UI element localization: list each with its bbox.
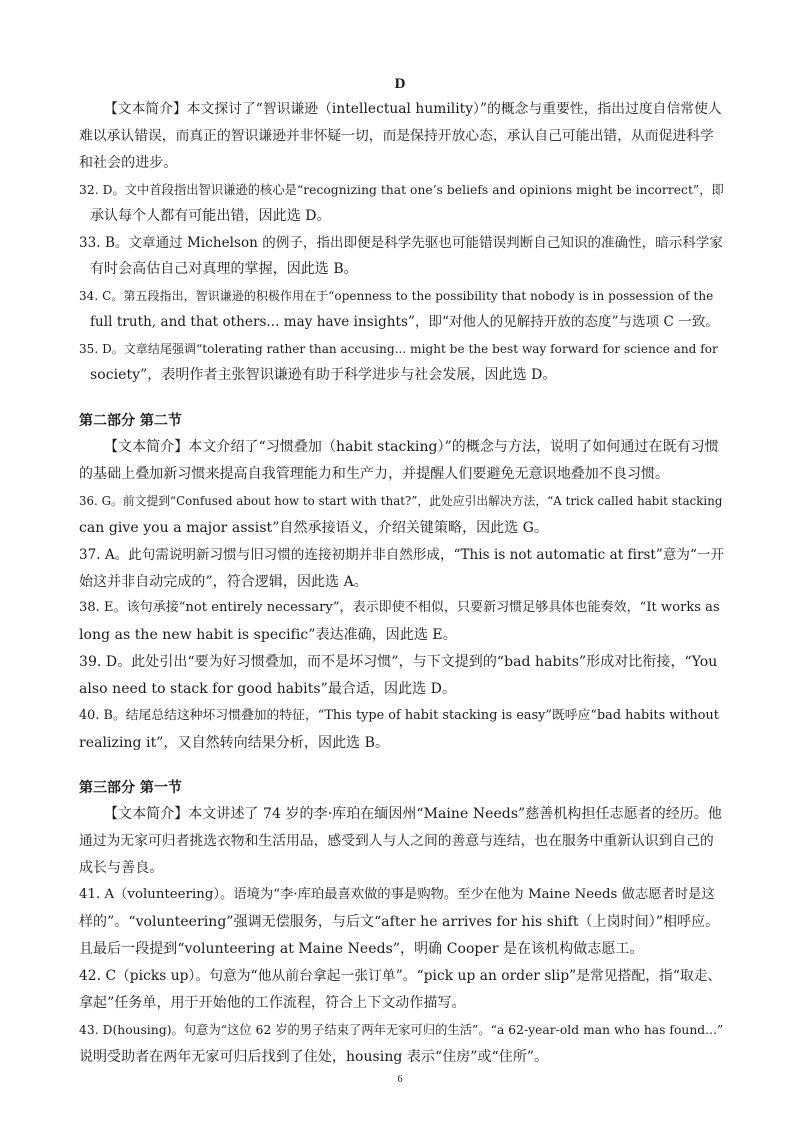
answer-42-line-1: 42. C（picks up）。句意为“他从前台拿起一张订单”。“pick up an order slip”是常见搭配，指“取走、: [79, 968, 722, 984]
section-letter-heading: D: [394, 76, 406, 92]
intro-part2-line-1: 【文本简介】本文介绍了“习惯叠加（habit stacking）”的概念与方法，说明了如何通过在既有习惯: [104, 439, 719, 455]
answer-43-line-2: 说明受助者在两年无家可归后找到了住处，housing 表示“住房”或“住所”。: [79, 1049, 549, 1065]
answer-39-line-2: also need to stack for good habits”最合适，因此选 D。: [79, 681, 457, 697]
answer-37-line-2: 始这并非自动完成的”，符合逻辑，因此选 A。: [79, 574, 368, 590]
answer-37-line-1: 37. A。此句需说明新习惯与旧习惯的连接初期并非自然形成，“This is not automatic at first”意为“一开: [79, 547, 724, 563]
part-2-section-2-heading: 第二部分 第二节: [79, 413, 182, 429]
answer-41-line-1: 41. A（volunteering）。语境为“李·库珀最喜欢做的事是购物。至少在他为 Maine Needs 做志愿者时是这: [79, 887, 715, 902]
answer-36-line-1: 36. G。前文提到“Confused about how to start with that?”，此处应引出解决方法，“A trick called habit stacking: [79, 494, 723, 508]
intro-d-line-3: 和社会的进步。: [79, 155, 178, 171]
intro-part2-line-2: 的基础上叠加新习惯来提高自我管理能力和生产力，并提醒人们要避免无意识地叠加不良习惯。: [79, 466, 670, 482]
answer-35-line-2: society”，表明作者主张智识谦逊有助于科学进步与社会发展，因此选 D。: [90, 367, 557, 383]
answer-39-line-1: 39. D。此处引出“要为好习惯叠加，而不是坏习惯”，与下文提到的“bad habits”形成对比衔接，“You: [79, 654, 718, 670]
answer-38-line-1: 38. E。该句承接“not entirely necessary”，表示即使不相似，只要新习惯足够具体也能奏效，“It works as: [79, 600, 720, 615]
intro-part3-line-3: 成长与善良。: [79, 860, 164, 876]
intro-part3-line-1: 【文本简介】本文讲述了 74 岁的李·库珀在缅因州“Maine Needs”慈善机构担任志愿者的经历。他: [104, 806, 722, 822]
answer-36-line-2: can give you a major assist”自然承接语义，介绍关键策略，因此选 G。: [79, 520, 549, 536]
answer-33-line-2: 有时会高估自己对真理的掌握，因此选 B。: [90, 261, 358, 277]
part-3-section-1-heading: 第三部分 第一节: [79, 780, 182, 796]
answer-43-line-1: 43. D(housing)。句意为“这位 62 岁的男子结束了两年无家可归的生活”。“a 62-year-old man who has found...”: [79, 1023, 724, 1037]
answer-41-line-2: 样的”。“volunteering”强调无偿服务，与后文“after he arrives for his shift（上岗时间）”相呼应。: [79, 914, 720, 930]
answer-33-line-1: 33. B。文章通过 Michelson 的例子，指出即便是科学先驱也可能错误判断自己知识的准确性，暗示科学家: [79, 235, 723, 251]
answer-40-line-2: realizing it”，又自然转向结果分析，因此选 B。: [79, 735, 390, 751]
answer-34-line-2: full truth, and that others... may have insights”，即“对他人的见解持开放的态度”与选项 C 一致。: [90, 314, 719, 330]
intro-d-line-2: 难以承认错误，而真正的智识谦逊并非怀疑一切，而是保持开放心态，承认自己可能出错，从而促进科学: [79, 128, 714, 144]
page-number: 6: [397, 1074, 403, 1085]
answer-34-line-1: 34. C。第五段指出，智识谦逊的积极作用在于“openness to the possibility that nobody is in possession of the: [79, 289, 714, 303]
answer-32-line-2: 承认每个人都有可能出错，因此选 D。: [90, 208, 331, 224]
answer-32-line-1: 32. D。文中首段指出智识谦逊的核心是“recognizing that one’s beliefs and opinions might be incorrect”，即: [79, 183, 724, 197]
intro-d-line-1: 【文本简介】本文探讨了“智识谦逊（intellectual humility）”的概念与重要性，指出过度自信常使人: [104, 101, 722, 117]
answer-42-line-2: 拿起”任务单，用于开始他的工作流程，符合上下文动作描写。: [79, 995, 466, 1011]
answer-35-line-1: 35. D。文章结尾强调“tolerating rather than accusing... might be the best way forward for science and for: [79, 342, 718, 356]
answer-40-line-1: 40. B。结尾总结这种坏习惯叠加的特征，“This type of habit stacking is easy”既呼应“bad habits without: [79, 708, 719, 723]
answer-41-line-3: 且最后一段提到“volunteering at Maine Needs”，明确 Cooper 是在该机构做志愿工。: [79, 941, 644, 957]
answer-38-line-2: long as the new habit is specific”表达准确，因此选 E。: [79, 627, 457, 643]
intro-part3-line-2: 通过为无家可归者挑选衣物和生活用品，感受到人与人之间的善意与连结，也在服务中重新认识到自己的: [79, 833, 714, 849]
